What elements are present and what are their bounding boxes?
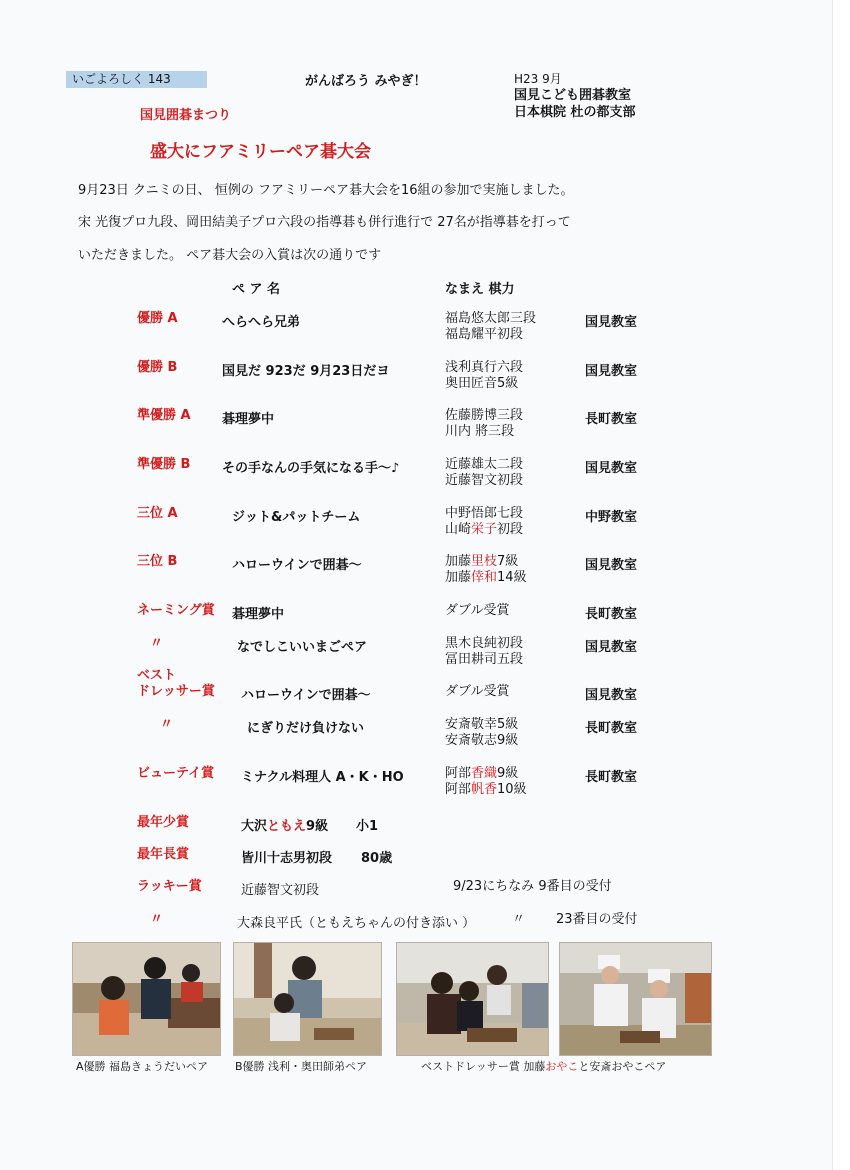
photo-c-caption-highlight: おやこ bbox=[545, 1060, 579, 1073]
ditto-mark: 〃 bbox=[512, 912, 526, 927]
player-1-surname: 加藤 bbox=[445, 554, 472, 569]
photo-a-winners bbox=[72, 942, 221, 1056]
winner-note: 9/23にちなみ 9番目の受付 bbox=[453, 879, 612, 894]
player-names bbox=[445, 311, 536, 343]
issue-date: H23 9月 bbox=[514, 72, 562, 86]
player-1: 福島悠太郎三段 bbox=[445, 311, 537, 326]
player-2-given-name: 栄子 bbox=[471, 522, 498, 537]
pair-name: 碁理夢中 bbox=[232, 607, 285, 622]
player-2 bbox=[445, 782, 527, 798]
player-2: 冨田耕司五段 bbox=[445, 652, 524, 667]
winner-note: 小1 bbox=[356, 819, 379, 834]
player-1-rank: 7級 bbox=[497, 554, 519, 569]
player-1: 佐藤勝博三段 bbox=[445, 408, 524, 423]
pair-name: ハローウインで囲碁～ bbox=[232, 558, 362, 573]
award-category bbox=[137, 668, 215, 700]
player-1-rank: 9級 bbox=[497, 766, 519, 781]
player-2-rank: 10級 bbox=[497, 782, 527, 797]
player-2-surname: 阿部 bbox=[445, 782, 472, 797]
player-1: 中野悟郎七段 bbox=[445, 506, 524, 521]
event-name: 国見囲碁まつり bbox=[140, 108, 232, 123]
player-1-surname: 阿部 bbox=[445, 766, 472, 781]
player-2-rank: 初段 bbox=[497, 522, 524, 537]
player-names bbox=[445, 408, 523, 440]
player-names bbox=[445, 717, 518, 749]
player-2-given-name: 倖和 bbox=[471, 570, 498, 585]
club-name: 長町教室 bbox=[585, 721, 638, 736]
player-names bbox=[445, 766, 527, 798]
photo-c-caption-start: ベストドレッサー賞 加藤 bbox=[421, 1060, 546, 1073]
pair-name: ミナクル料理人 A・K・HO bbox=[241, 770, 404, 785]
photo-a-caption: A優勝 福島きょうだいペア bbox=[76, 1060, 209, 1073]
award-category: ビューテイ賞 bbox=[137, 766, 215, 781]
player-1: ダブル受賞 bbox=[445, 603, 510, 618]
player-2 bbox=[445, 522, 523, 538]
pair-name: ジット&パットチーム bbox=[232, 510, 361, 525]
winner-given-name: ともえ bbox=[267, 819, 307, 834]
pair-name: にぎりだけ負けない bbox=[247, 721, 365, 736]
photo-b-winners bbox=[233, 942, 382, 1056]
club-name: 長町教室 bbox=[585, 412, 638, 427]
pair-name: 碁理夢中 bbox=[222, 412, 275, 427]
org-line-2: 日本棋院 杜の都支部 bbox=[514, 105, 636, 120]
photo-c-caption-end: と安斎おやこペア bbox=[578, 1060, 667, 1073]
player-2 bbox=[445, 570, 527, 586]
photo-c-caption bbox=[421, 1058, 666, 1074]
player-2: 川内 將三段 bbox=[445, 424, 515, 439]
award-category: 最年長賞 bbox=[137, 847, 190, 862]
player-names bbox=[445, 636, 523, 668]
player-2-surname: 加藤 bbox=[445, 570, 472, 585]
player-names bbox=[445, 360, 523, 392]
player-names bbox=[445, 506, 523, 538]
winner-rank: 9級 bbox=[306, 819, 329, 834]
club-name: 長町教室 bbox=[585, 770, 638, 785]
slogan: がんばろう みやぎ！ bbox=[305, 74, 427, 89]
winner-name: 近藤智文初段 bbox=[241, 883, 320, 898]
intro-line-3: いただきました。 ペア碁大会の入賞は次の通りです bbox=[78, 248, 382, 263]
club-name: 国見教室 bbox=[585, 364, 638, 379]
club-name: 長町教室 bbox=[585, 607, 638, 622]
club-name: 国見教室 bbox=[585, 640, 638, 655]
player-2-surname: 山崎 bbox=[445, 522, 472, 537]
player-2-given-name: 帆香 bbox=[471, 782, 498, 797]
player-1: 近藤雄太二段 bbox=[445, 457, 524, 472]
pair-name: 国見だ 923だ 9月23日だヨ bbox=[222, 364, 390, 379]
player-1: 黒木良純初段 bbox=[445, 636, 524, 651]
pair-name: へらへら兄弟 bbox=[222, 315, 301, 330]
series-label: いごよろしく 143 bbox=[66, 71, 207, 88]
winner-name: 皆川十志男初段 bbox=[241, 851, 333, 866]
photo-d-image bbox=[560, 943, 711, 1055]
winner-name bbox=[241, 815, 328, 834]
award-category-line-2: ドレッサー賞 bbox=[137, 684, 215, 699]
player-1: 安斎敬幸5級 bbox=[445, 717, 519, 732]
award-category-line-1: ベスト bbox=[137, 668, 177, 683]
player-names bbox=[445, 684, 509, 700]
photo-b-image bbox=[234, 943, 381, 1055]
player-names bbox=[445, 603, 509, 619]
player-names bbox=[445, 457, 523, 489]
pair-name: ハローウインで囲碁～ bbox=[241, 688, 371, 703]
column-header-names: なまえ 棋力 bbox=[445, 282, 515, 297]
club-name: 国見教室 bbox=[585, 558, 638, 573]
award-category: 三位 B bbox=[137, 554, 178, 569]
winner-name: 大森良平氏（ともえちゃんの付き添い ） bbox=[237, 916, 476, 931]
player-1: 浅利真行六段 bbox=[445, 360, 524, 375]
ditto-mark: 〃 bbox=[150, 912, 164, 927]
player-1 bbox=[445, 766, 527, 782]
player-names bbox=[445, 554, 527, 586]
club-name: 国見教室 bbox=[585, 315, 638, 330]
club-name: 国見教室 bbox=[585, 461, 638, 476]
organization bbox=[514, 87, 636, 121]
player-2: 福島耀平初段 bbox=[445, 327, 524, 342]
player-1-given-name: 里枝 bbox=[471, 554, 498, 569]
photo-chefs-pair bbox=[559, 942, 712, 1056]
club-name: 中野教室 bbox=[585, 510, 638, 525]
winner-note: 80歳 bbox=[361, 851, 393, 866]
player-2-rank: 14級 bbox=[497, 570, 527, 585]
winner-surname: 大沢 bbox=[241, 819, 268, 834]
photo-a-image bbox=[73, 943, 220, 1055]
award-category: ネーミング賞 bbox=[137, 603, 215, 618]
player-2: 安斎敬志9級 bbox=[445, 733, 519, 748]
pair-name: なでしこいいまごペア bbox=[237, 640, 368, 655]
player-2: 奥田匠音5級 bbox=[445, 376, 519, 391]
award-category: ラッキー賞 bbox=[137, 879, 202, 894]
player-1 bbox=[445, 554, 527, 570]
award-category: 優勝 A bbox=[137, 311, 178, 326]
event-title: 盛大にフアミリーペア碁大会 bbox=[150, 142, 371, 162]
award-category: 最年少賞 bbox=[137, 815, 190, 830]
player-1-given-name: 香織 bbox=[471, 766, 498, 781]
player-2: 近藤智文初段 bbox=[445, 473, 524, 488]
column-header-pair: ペ ア 名 bbox=[232, 282, 281, 297]
photo-c-image bbox=[397, 943, 548, 1055]
club-name: 国見教室 bbox=[585, 688, 638, 703]
player-1: ダブル受賞 bbox=[445, 684, 510, 699]
award-category: 優勝 B bbox=[137, 360, 178, 375]
award-category: 準優勝 B bbox=[137, 457, 191, 472]
ditto-mark: 〃 bbox=[150, 636, 164, 651]
org-line-1: 国見こども囲碁教室 bbox=[514, 88, 632, 103]
photo-best-dresser bbox=[396, 942, 549, 1056]
intro-line-2: 宋 光復プロ九段、岡田結美子プロ六段の指導碁も併行進行で 27名が指導碁を打って bbox=[78, 215, 571, 230]
award-category: 三位 A bbox=[137, 506, 178, 521]
award-category: 準優勝 A bbox=[137, 408, 191, 423]
winner-note: 23番目の受付 bbox=[556, 912, 638, 927]
pair-name: その手なんの手気になる手～♪ bbox=[222, 461, 400, 476]
photo-b-caption: B優勝 浅利・奥田師弟ペア bbox=[235, 1060, 368, 1073]
intro-line-1: 9月23日 クニミの日、 恒例の フアミリーペア碁大会を16組の参加で実施しました。 bbox=[78, 183, 574, 198]
ditto-mark: 〃 bbox=[160, 717, 174, 732]
